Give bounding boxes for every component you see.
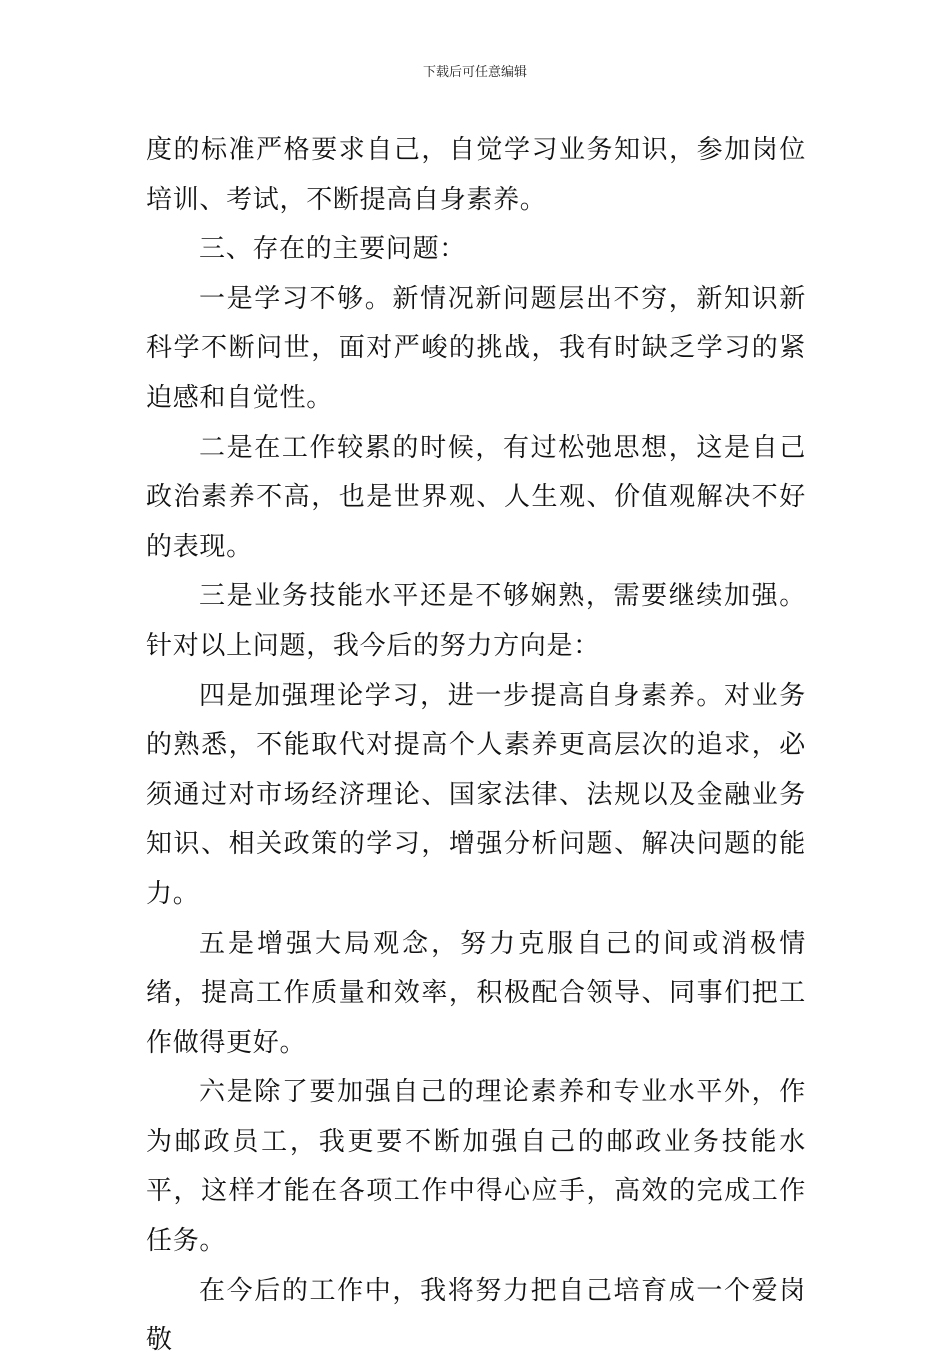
page-header: 下载后可任意编辑 xyxy=(422,65,527,80)
document-body xyxy=(146,126,806,1366)
paragraph-problem-1: 一是学习不够。新情况新问题层出不穷，新知识新科学不断问世，面对严峻的挑战，我有时缺乏学习的紧迫感和自觉性。 xyxy=(146,283,806,413)
paragraph-direction-5: 五是增强大局观念，努力克服自己的间或消极情绪，提高工作质量和效率，积极配合领导、同事们把工作做得更好。 xyxy=(146,928,806,1058)
paragraph-problem-2: 二是在工作较累的时候，有过松弛思想，这是自己政治素养不高，也是世界观、人生观、价值观解决不好的表现。 xyxy=(146,432,806,562)
section-heading-problems: 三、存在的主要问题： xyxy=(199,234,467,265)
paragraph-direction-6: 六是除了要加强自己的理论素养和专业水平外，作为邮政员工，我更要不断加强自己的邮政业务技能水平，这样才能在各项工作中得心应手，高效的完成工作任务。 xyxy=(146,1077,806,1257)
paragraph-direction-4: 四是加强理论学习，进一步提高自身素养。对业务的熟悉，不能取代对提高个人素养更高层次的追求，必须通过对市场经济理论、国家法律、法规以及金融业务知识、相关政策的学习，增强分析问题、解决问题的能力。 xyxy=(146,680,806,909)
paragraph-continuation: 度的标准严格要求自己，自觉学习业务知识，参加岗位培训、考试，不断提高自身素养。 xyxy=(146,135,806,215)
paragraph-closing: 在今后的工作中，我将努力把自己培育成一个爱岗敬 xyxy=(146,1275,806,1356)
paragraph-problem-3: 三是业务技能水平还是不够娴熟，需要继续加强。针对以上问题，我今后的努力方向是： xyxy=(146,581,806,661)
